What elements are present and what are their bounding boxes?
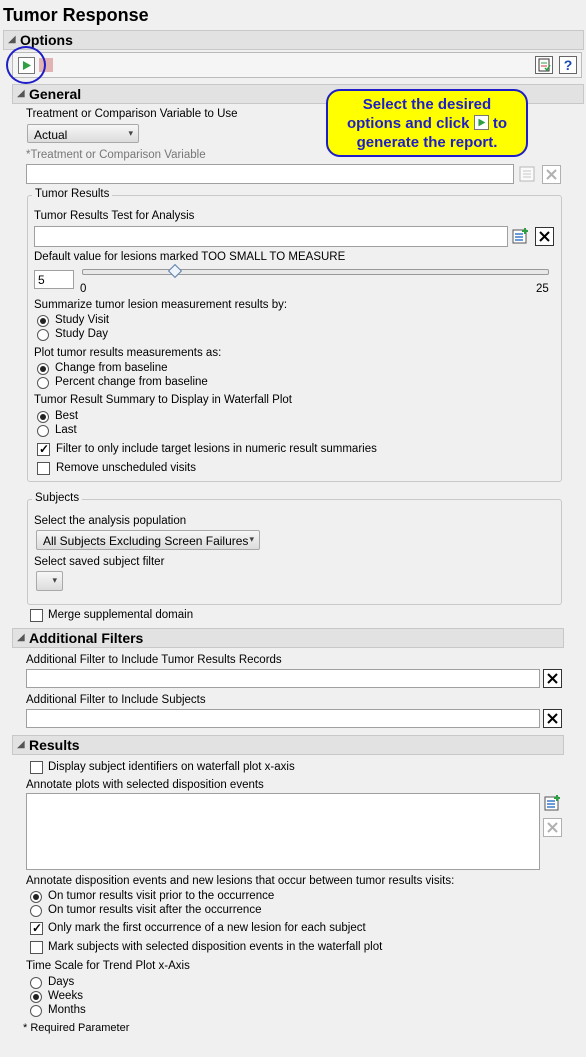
annotate-option-label: On tumor results visit after the occurrence <box>48 904 262 916</box>
instruction-callout <box>326 89 528 157</box>
time-scale-option-label: Weeks <box>48 990 83 1002</box>
play-icon <box>474 115 489 130</box>
options-toolbar <box>12 52 582 78</box>
subjects-filter-field[interactable] <box>26 709 540 728</box>
summary-last-radio[interactable] <box>37 425 49 437</box>
options-header-label: Options <box>20 32 73 48</box>
time-scale-months-radio[interactable] <box>30 1005 42 1017</box>
callout-line2: options and click to <box>346 115 508 132</box>
summary-option-label: Last <box>55 424 77 436</box>
default-value-input[interactable]: 5 <box>34 270 74 289</box>
additional-filters-section-header[interactable] <box>12 628 564 648</box>
time-scale-days-radio[interactable] <box>30 977 42 989</box>
subjects-filter-label: Additional Filter to Include Subjects <box>26 694 206 706</box>
time-scale-label: Time Scale for Trend Plot x-Axis <box>26 960 190 972</box>
callout-line3: generate the report. <box>356 134 498 151</box>
required-parameter-note: * Required Parameter <box>23 1022 130 1034</box>
summary-option-label: Best <box>55 410 79 422</box>
annotate-events-label: Annotate plots with selected disposition events <box>26 779 264 791</box>
dropdown-value: Actual <box>34 128 68 142</box>
list-add-icon[interactable] <box>518 165 537 184</box>
tumor-results-group-title: Tumor Results <box>32 188 112 200</box>
tumor-filter-label: Additional Filter to Include Tumor Results Records <box>26 654 282 666</box>
treatment-var-field[interactable] <box>26 164 514 184</box>
save-settings-icon[interactable] <box>535 56 553 74</box>
page-title: Tumor Response <box>3 5 149 25</box>
summary-best-radio[interactable] <box>37 411 49 423</box>
remove-unscheduled-label: Remove unscheduled visits <box>56 462 196 474</box>
mark-subjects-checkbox[interactable] <box>30 941 43 954</box>
merge-supplemental-label: Merge supplemental domain <box>48 609 194 621</box>
default-value-label: Default value for lesions marked TOO SMALL TO MEASURE <box>34 251 346 263</box>
remove-unscheduled-checkbox[interactable] <box>37 462 50 475</box>
time-scale-weeks-radio[interactable] <box>30 991 42 1003</box>
collapse-triangle-icon[interactable]: ◢ <box>17 632 25 643</box>
annotate-events-list[interactable] <box>26 793 540 870</box>
annotate-prior-radio[interactable] <box>30 891 42 903</box>
collapse-triangle-icon[interactable]: ◢ <box>17 88 25 99</box>
list-add-icon[interactable] <box>511 227 530 246</box>
collapse-triangle-icon[interactable]: ◢ <box>8 34 16 45</box>
time-scale-option-label: Months <box>48 1004 86 1016</box>
clear-icon[interactable] <box>542 165 561 184</box>
plot-option-label: Change from baseline <box>55 362 168 374</box>
annotate-after-radio[interactable] <box>30 905 42 917</box>
general-header-label: General <box>29 86 82 102</box>
results-header-label: Results <box>29 737 80 753</box>
summarize-label: Summarize tumor lesion measurement results by: <box>34 299 288 311</box>
only-first-occurrence-checkbox[interactable] <box>30 922 43 935</box>
population-dropdown[interactable] <box>36 530 260 550</box>
clear-icon[interactable] <box>535 227 554 246</box>
filter-target-lesions-label: Filter to only include target lesions in numeric result summaries <box>56 443 377 455</box>
summarize-option-label: Study Day <box>55 328 109 340</box>
chevron-down-icon: ▾ <box>52 575 57 585</box>
only-first-occurrence-label: Only mark the first occurrence of a new lesion for each subject <box>48 922 366 934</box>
summarize-option-label: Study Visit <box>55 314 110 326</box>
filter-target-lesions-checkbox[interactable] <box>37 443 50 456</box>
treatment-var-to-use-dropdown[interactable] <box>27 124 139 143</box>
clear-icon[interactable] <box>543 818 562 837</box>
treatment-var-to-use-label: Treatment or Comparison Variable to Use <box>26 108 238 120</box>
default-value-slider-track[interactable] <box>82 269 549 275</box>
display-subject-ids-checkbox[interactable] <box>30 761 43 774</box>
tumor-test-label: Tumor Results Test for Analysis <box>34 210 195 222</box>
annotate-between-label: Annotate disposition events and new lesions that occur between tumor results visits: <box>26 875 455 887</box>
highlight-circle <box>6 46 46 84</box>
treatment-var-label: *Treatment or Comparison Variable <box>26 149 206 161</box>
summarize-study-visit-radio[interactable] <box>37 315 49 327</box>
help-icon[interactable]: ? <box>559 56 577 74</box>
dropdown-value: All Subjects Excluding Screen Failures <box>43 534 249 548</box>
list-add-icon[interactable] <box>543 794 562 813</box>
options-section-header[interactable] <box>3 30 584 50</box>
collapse-triangle-icon[interactable]: ◢ <box>17 739 25 750</box>
slider-min-label: 0 <box>80 283 87 295</box>
slider-max-label: 25 <box>536 283 549 295</box>
mark-subjects-label: Mark subjects with selected disposition events in the waterfall plot <box>48 941 383 953</box>
tumor-filter-field[interactable] <box>26 669 540 688</box>
merge-supplemental-checkbox[interactable] <box>30 609 43 622</box>
plot-percent-change-radio[interactable] <box>37 377 49 389</box>
chevron-down-icon: ▾ <box>249 534 254 544</box>
display-subject-ids-label: Display subject identifiers on waterfall plot x-axis <box>48 761 295 773</box>
tumor-test-field[interactable] <box>34 226 508 247</box>
population-label: Select the analysis population <box>34 515 187 527</box>
clear-icon[interactable] <box>543 709 562 728</box>
additional-filters-header-label: Additional Filters <box>29 630 144 646</box>
clear-icon[interactable] <box>543 669 562 688</box>
summarize-study-day-radio[interactable] <box>37 329 49 341</box>
plot-as-label: Plot tumor results measurements as: <box>34 347 222 359</box>
summary-display-label: Tumor Result Summary to Display in Waterfall Plot <box>34 394 292 406</box>
results-section-header[interactable] <box>12 735 564 755</box>
plot-change-radio[interactable] <box>37 363 49 375</box>
callout-line1: Select the desired <box>362 96 492 113</box>
saved-filter-label: Select saved subject filter <box>34 556 165 568</box>
chevron-down-icon: ▾ <box>128 128 133 138</box>
plot-option-label: Percent change from baseline <box>55 376 208 388</box>
annotate-option-label: On tumor results visit prior to the occurrence <box>48 890 275 902</box>
saved-filter-dropdown[interactable] <box>36 571 63 591</box>
time-scale-option-label: Days <box>48 976 75 988</box>
subjects-group-title: Subjects <box>32 492 82 504</box>
